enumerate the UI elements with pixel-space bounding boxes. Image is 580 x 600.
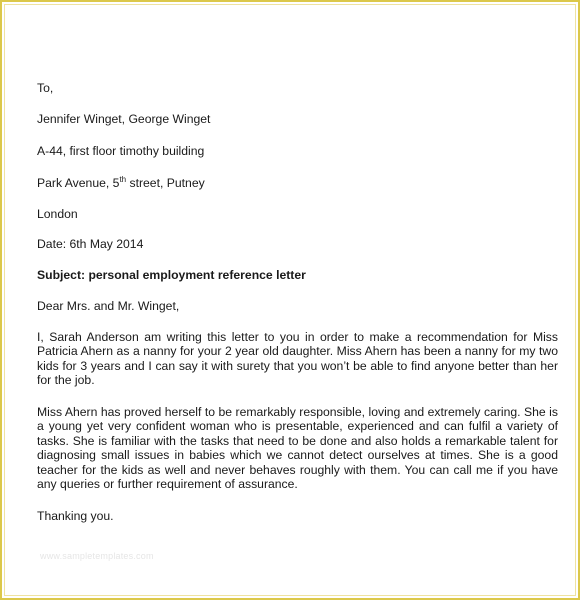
letter-closing: Thanking you. [37,509,114,523]
letter-salutation: Dear Mrs. and Mr. Winget, [37,299,180,313]
letter-to: To, [37,81,54,95]
letter-date: Date: 6th May 2014 [37,237,144,251]
letter-recipients: Jennifer Winget, George Winget [37,112,211,126]
address-line-1: A-44, first floor timothy building [37,144,205,158]
address-line-2-suffix: street, Putney [126,176,205,190]
letter-subject: Subject: personal employment reference letter [37,268,306,282]
address-line-2-prefix: Park Avenue, 5 [37,176,120,190]
address-city: London [37,207,78,221]
address-line-2-sup: th [119,174,127,184]
letter-paragraph-1: I, Sarah Anderson am writing this letter to you in order to make a recommendation for Miss Patricia Ahern as a nanny for your 2 year old daughter. Miss Ahern has been a nanny for my two kids for 3 years and I can say it with surety that you won’t be able to find anyone better than her for the job. [37,330,558,388]
letter-paragraph-2: Miss Ahern has proved herself to be remarkably responsible, loving and extremely caring. She is a young yet very confident woman who is presentable, experienced and can fulfil a variety of tasks. She is familiar with the tasks that need to be done and also holds a remarkable talent for diagnosing small issues in babies which we cannot detect ourselves at times. She is a good teacher for the kids as well and never behaves roughly with them. You can call me if you have any queries or further requirement of assurance. [37,405,558,492]
address-line-2 [37,176,205,191]
watermark-text: www.sampletemplates.com [40,551,154,561]
